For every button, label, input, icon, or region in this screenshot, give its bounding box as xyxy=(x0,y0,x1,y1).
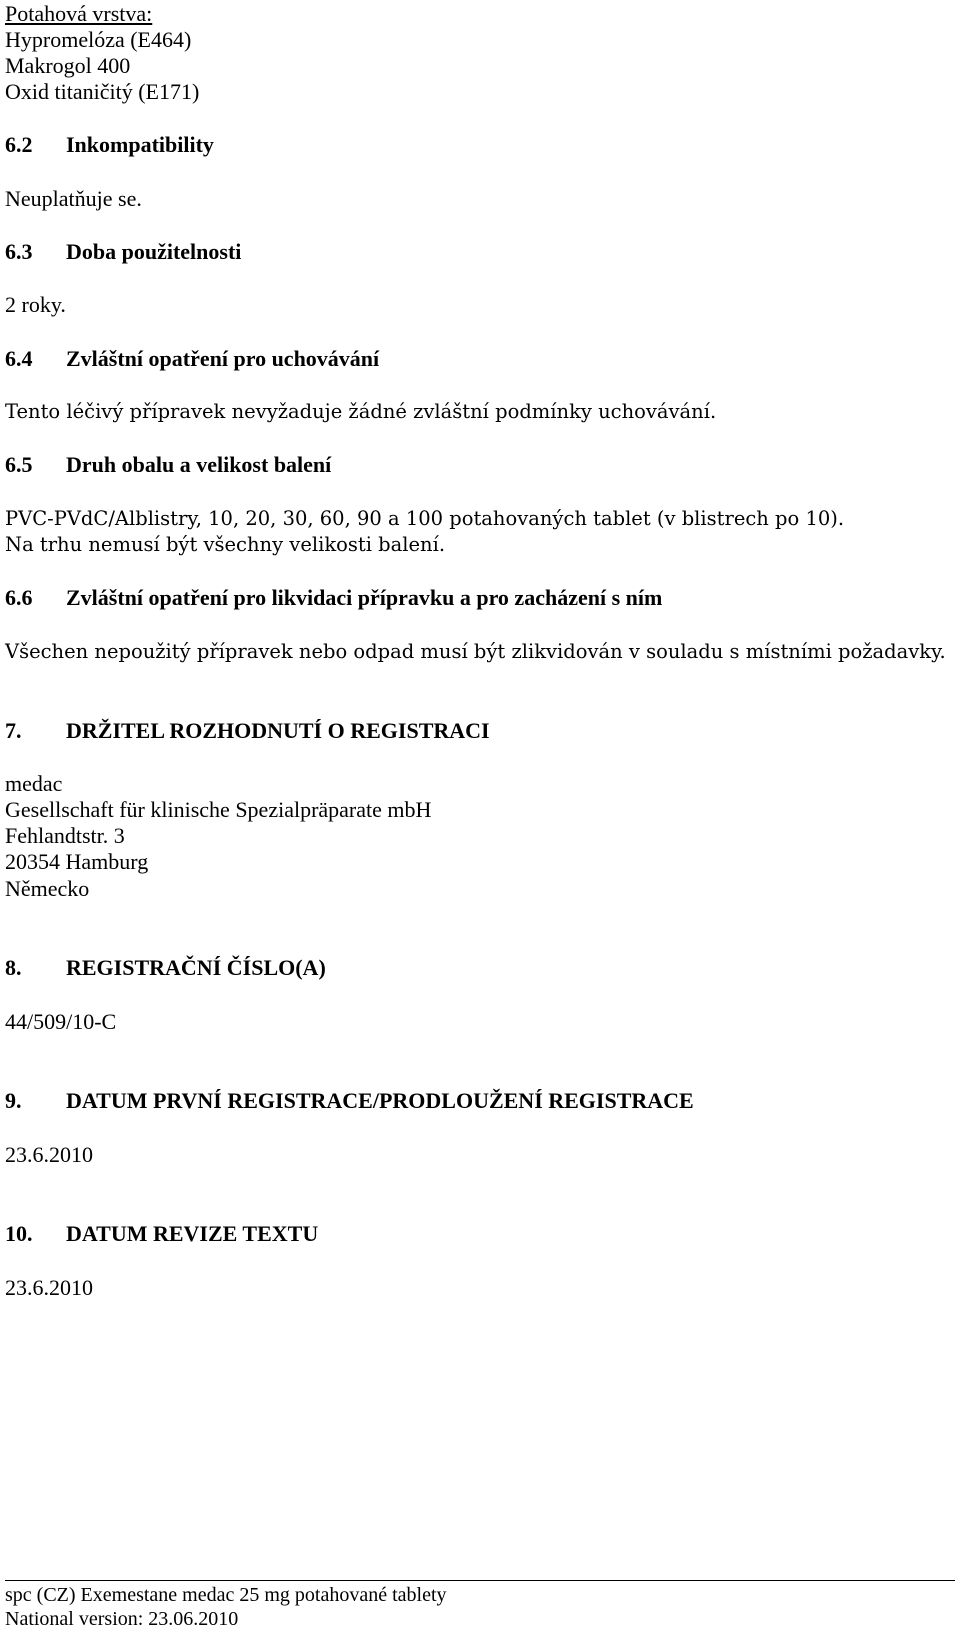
section-title: Druh obalu a velikost balení xyxy=(66,452,332,477)
section-text: Neuplatňuje se. xyxy=(5,186,142,211)
section-title: Zvláštní opatření pro likvidaci přípravku a pro zacházení s ním xyxy=(66,585,663,610)
page-footer xyxy=(5,1580,955,1631)
section-heading-6-4 xyxy=(5,345,379,372)
section-number: 9. xyxy=(5,1088,22,1113)
section-title: DATUM REVIZE TEXTU xyxy=(66,1221,319,1246)
coating-item: Oxid titaničitý (E171) xyxy=(5,79,200,104)
section-number: 8. xyxy=(5,955,22,980)
revision-date: 23.6.2010 xyxy=(5,1275,93,1300)
section-text: Tento léčivý přípravek nevyžaduje žádné zvláštní podmínky uchovávání. xyxy=(5,400,717,423)
section-heading-6-2 xyxy=(5,131,214,158)
section-title: DRŽITEL ROZHODNUTÍ O REGISTRACI xyxy=(66,718,490,743)
section-heading-6-5 xyxy=(5,451,331,478)
section-title: DATUM PRVNÍ REGISTRACE/PRODLOUŽENÍ REGISTRACE xyxy=(66,1088,694,1113)
coating-title: Potahová vrstva: xyxy=(5,1,153,26)
footer-document-id: spc (CZ) Exemestane medac 25 mg potahované tablety xyxy=(5,1584,447,1606)
holder-line: Gesellschaft für klinische Spezialpräparate mbH xyxy=(5,797,432,822)
section-text: Na trhu nemusí být všechny velikosti balení. xyxy=(5,533,446,556)
section-heading-6-6 xyxy=(5,584,662,611)
section-title: Zvláštní opatření pro uchovávání xyxy=(66,346,380,371)
section-text: 2 roky. xyxy=(5,292,66,317)
holder-line: 20354 Hamburg xyxy=(5,849,149,874)
section-number: 6.4 xyxy=(5,346,33,371)
section-heading-8 xyxy=(5,954,326,981)
first-registration-date: 23.6.2010 xyxy=(5,1142,93,1167)
footer-version: National version: 23.06.2010 xyxy=(5,1608,239,1630)
coating-item: Makrogol 400 xyxy=(5,53,131,78)
section-number: 10. xyxy=(5,1221,33,1246)
section-heading-6-3 xyxy=(5,238,241,265)
section-heading-7 xyxy=(5,717,490,744)
section-text: Všechen nepoužitý přípravek nebo odpad musí být zlikvidován v souladu s místními požadavky. xyxy=(5,640,946,663)
section-title: Doba použitelnosti xyxy=(66,239,242,264)
section-number: 6.5 xyxy=(5,452,33,477)
registration-number: 44/509/10-C xyxy=(5,1009,117,1034)
holder-line: medac xyxy=(5,771,63,796)
section-number: 6.3 xyxy=(5,239,33,264)
coating-item: Hypromelóza (E464) xyxy=(5,27,192,52)
section-number: 6.2 xyxy=(5,132,33,157)
section-title: REGISTRAČNÍ ČÍSLO(A) xyxy=(66,955,326,980)
section-heading-9 xyxy=(5,1087,694,1114)
section-text: PVC-PVdC/Alblistry, 10, 20, 30, 60, 90 a 100 potahovaných tablet (v blistrech po 10). xyxy=(5,507,845,530)
holder-line: Fehlandtstr. 3 xyxy=(5,823,125,848)
holder-line: Německo xyxy=(5,876,90,901)
section-number: 6.6 xyxy=(5,585,33,610)
section-heading-10 xyxy=(5,1220,318,1247)
section-number: 7. xyxy=(5,718,22,743)
section-title: Inkompatibility xyxy=(66,132,214,157)
